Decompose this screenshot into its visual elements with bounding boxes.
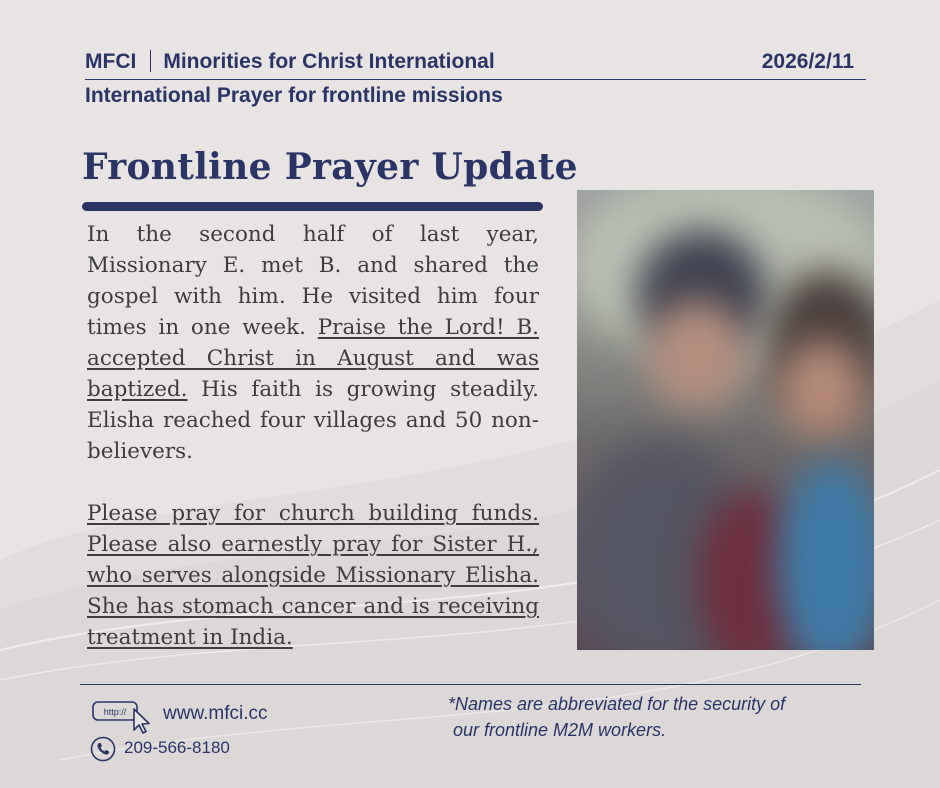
paragraph-prayer-request [87,498,539,653]
header-separator [150,50,151,72]
phone-icon [90,736,116,762]
testimony-text-end: His faith is growing steadily. Elisha reached four villages and 50 non-believers. [87,377,539,464]
security-note-line-2: our frontline M2M workers. [453,720,667,740]
photo-blur-shirt-right [777,460,874,650]
testimony-highlight: Praise the Lord! B. accepted Christ in August and was baptized. [87,315,539,402]
header-divider [85,79,866,80]
header-date: 2026/2/11 [761,50,854,73]
org-short-name: MFCI [85,50,137,73]
browser-cursor-icon [91,700,155,736]
body-text [87,219,539,653]
title-underline-bar [82,202,543,211]
photo-blur-face-left [647,300,747,410]
page-title: Frontline Prayer Update [82,146,578,188]
phone-number[interactable]: 209-566-8180 [124,738,230,757]
org-full-name: Minorities for Christ International [163,50,495,73]
testimony-text: In the second half of last year, Missionary E. met B. and shared the gospel with him. He visited him four times in one week. [87,222,539,340]
photo-blur-face-right [777,340,867,440]
prayer-request-text: Please pray for church building funds. Please also earnestly pray for Sister H., who serves alongside Missionary Elisha. She has stomach cancer and is receiving treatment in India. [87,501,539,650]
footer-divider [80,684,861,685]
url-icon-label: http:// [103,707,127,717]
header-organization [85,50,495,74]
header-subtitle: International Prayer for frontline missions [85,84,503,107]
blurred-photo [577,190,874,650]
security-note-line-1: *Names are abbreviated for the security of [448,694,786,714]
security-note [448,691,868,743]
paragraph-testimony [87,219,539,467]
website-link[interactable]: www.mfci.cc [163,703,268,724]
